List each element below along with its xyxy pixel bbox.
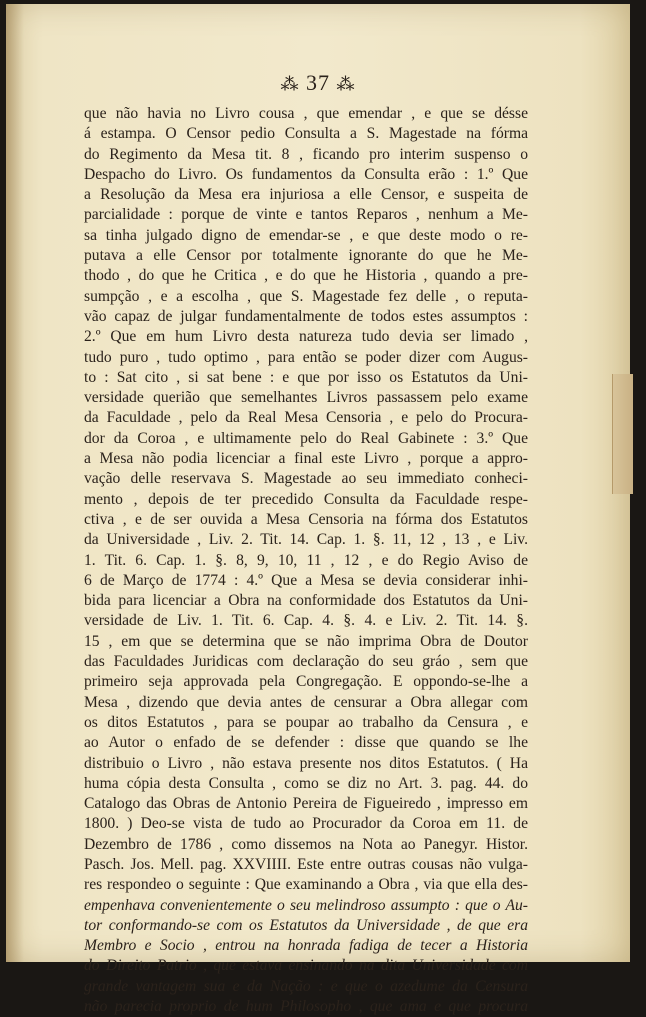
- text-line: da Universidade , Liv. 2. Tit. 14. Cap. 1. §. 11, 12 , 13 , e Liv.: [84, 531, 528, 549]
- text-line: 15 , em que se determina que se não imprima Obra de Doutor: [84, 632, 528, 650]
- text-line: empenhava convenientemente o seu melindroso assumpto : que o Au-: [84, 896, 528, 914]
- text-line: Catalogo das Obras de Antonio Pereira de Figueiredo , impresso em: [84, 795, 528, 813]
- text-line: mento , depois de ter precedido Consulta da Faculdade respe-: [84, 490, 528, 508]
- text-line: a Resolução da Mesa era injuriosa a elle Censor, e suspeita de: [84, 186, 528, 204]
- text-line: tudo puro , tudo optimo , para então se poder dizer com Augus-: [84, 348, 528, 366]
- text-line: não parecia proprio de hum Philosopho , que ama e que procura: [84, 998, 528, 1016]
- text-line: versidade de Liv. 1. Tit. 6. Cap. 4. §. 4. e Liv. 2. Tit. 14. §.: [84, 612, 528, 630]
- text-line: os ditos Estatutos , para se poupar ao trabalho da Censura , e: [84, 713, 528, 731]
- text-line: 6 de Março de 1774 : 4.º Que a Mesa se devia considerar inhi-: [84, 571, 528, 589]
- text-line: huma cópia desta Consulta , como se diz no Art. 3. pag. 44. do: [84, 774, 528, 792]
- text-line: 2.º Que em hum Livro desta natureza tudo devia ser limado ,: [84, 328, 528, 346]
- text-line: das Faculdades Juridicas com declaração do seu gráo , sem que: [84, 653, 528, 671]
- ornament-right-icon: ⁂: [336, 74, 356, 94]
- text-line: dor da Coroa , e ultimamente pelo do Real Gabinete : 3.º Que: [84, 429, 528, 447]
- text-line: á estampa. O Censor pedio Consulta a S. Magestade na fórma: [84, 125, 528, 143]
- page-binding-shadow: [6, 4, 24, 962]
- text-line: Mesa , dizendo que devia antes de censurar a Obra allegar com: [84, 693, 528, 711]
- text-line: vação delle reservava S. Magestade ao seu immediato conheci-: [84, 470, 528, 488]
- text-line: versidade querião que semelhantes Livros passassem pelo exame: [84, 389, 528, 407]
- text-line: grande vantagem sua e da Nação : e que o azedume da Censura: [84, 977, 528, 995]
- text-line: que não havia no Livro cousa , que emendar , e que se désse: [84, 105, 528, 122]
- text-line: da Faculdade , pelo da Real Mesa Censoria , e pelo do Procura-: [84, 409, 528, 427]
- text-line: a Mesa não podia licenciar a final este Livro , porque a appro-: [84, 450, 528, 468]
- text-line: parcialidade : porque de vinte e tantos Reparos , nenhum a Me-: [84, 206, 528, 224]
- text-line: tor conformando-se com os Estatutos da Universidade , de que era: [84, 916, 528, 934]
- text-line: do Regimento da Mesa tit. 8 , ficando pro interim suspenso o: [84, 145, 528, 163]
- text-line: 1. Tit. 6. Cap. 1. §. 8, 9, 10, 11 , 12 , e do Regio Aviso de: [84, 551, 528, 569]
- text-line: bida para licenciar a Obra na conformidade dos Estatutos da Uni-: [84, 592, 528, 610]
- text-line: Pasch. Jos. Mell. pag. XXVIIII. Este entre outras cousas não vulga-: [84, 855, 528, 873]
- text-line: Despacho do Livro. Os fundamentos da Consulta erão : 1.º Que: [84, 165, 528, 183]
- page-edge-tab: [612, 374, 633, 494]
- page-number: 37: [306, 70, 330, 95]
- text-line: 1800. ) Deo-se vista de tudo ao Procurador da Coroa em 11. de: [84, 815, 528, 833]
- page-header: [6, 70, 630, 96]
- text-line: sumpção , e a escolha , que S. Magestade fez delle , o reputa-: [84, 287, 528, 305]
- ornament-left-icon: ⁂: [280, 74, 300, 94]
- text-line: to : Sat cito , si sat bene : e que por isso os Estatutos da Uni-: [84, 368, 528, 386]
- text-line: thodo , do que he Critica , e do que he Historia , quando a pre-: [84, 267, 528, 285]
- text-line: vão capaz de julgar fundamentalmente de todos estes assumptos :: [84, 307, 528, 325]
- text-line: Membro e Socio , entrou na honrada fadiga de tecer a Historia: [84, 937, 528, 955]
- text-line: res respondeo o seguinte : Que examinando a Obra , via que ella des-: [84, 876, 528, 894]
- body-text: [84, 104, 528, 1017]
- text-line: ao Autor o enfado de se defender : disse que quando se lhe: [84, 734, 528, 752]
- book-page: [6, 4, 630, 1016]
- text-line: ctiva , e de ser ouvida a Mesa Censoria na fórma dos Estatutos: [84, 510, 528, 528]
- text-line: primeiro seja approvada pela Congregação. E oppondo-se-lhe a: [84, 673, 528, 691]
- text-line: Dezembro de 1786 , como dissemos na Nota ao Panegyr. Histor.: [84, 835, 528, 853]
- text-line: sa tinha julgado digno de emendar-se , e que deste modo o re-: [84, 226, 528, 244]
- text-line: do Direito Patrio , que estava ensinando na dita Universidade com: [84, 957, 528, 975]
- text-line: distribuio o Livro , não estava presente nos ditos Estatutos. ( Ha: [84, 754, 528, 772]
- text-line: putava a elle Censor por totalmente ignorante do que he Me-: [84, 247, 528, 265]
